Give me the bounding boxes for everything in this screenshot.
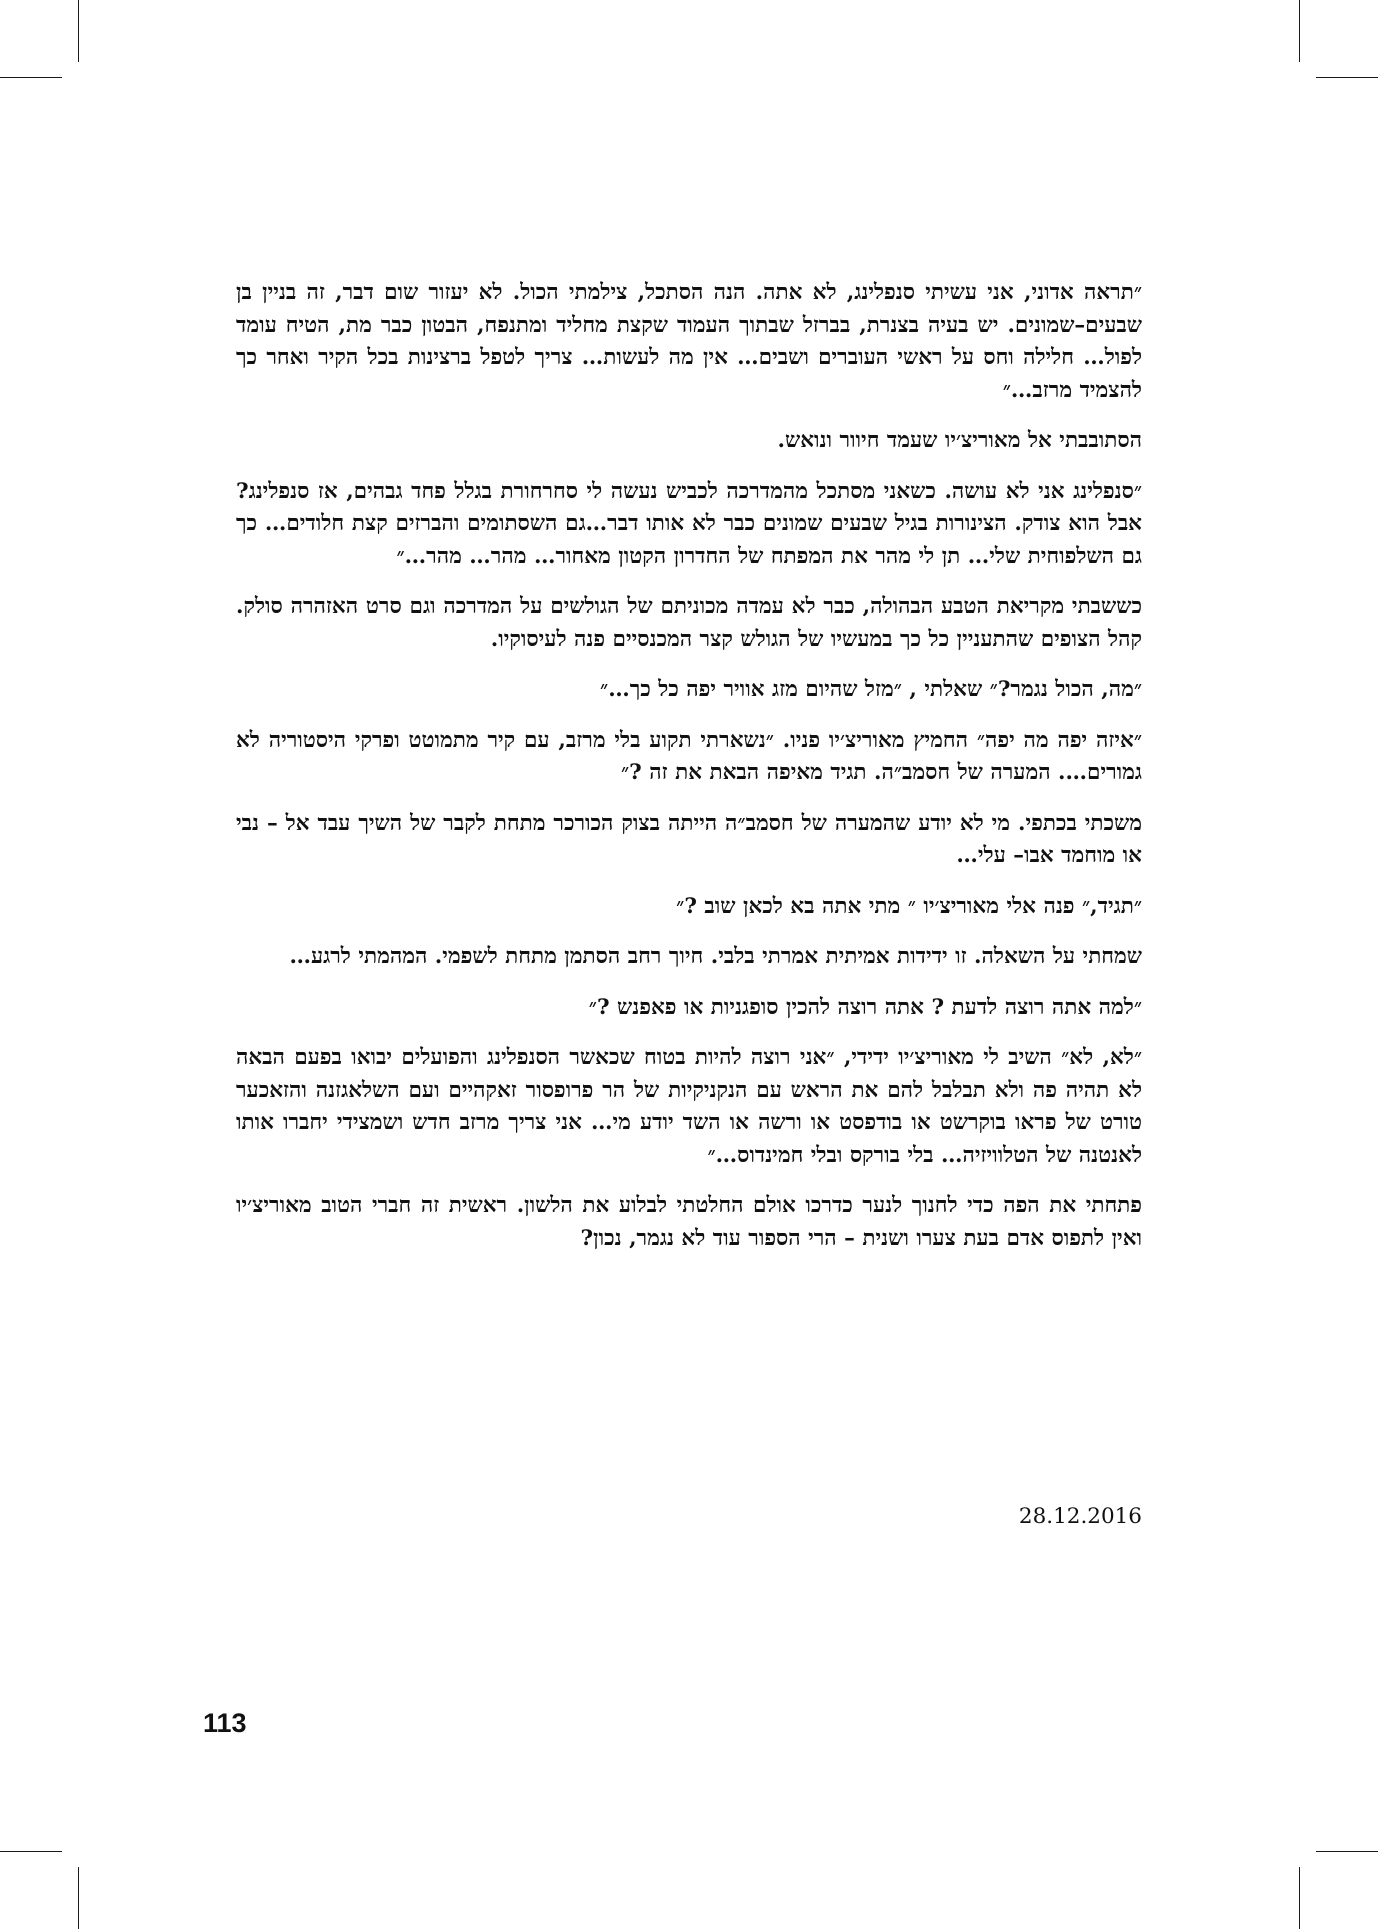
paragraph: פתחתי את הפה כדי לחנוך לנער כדרכו אולם החלטתי לבלוע את הלשון. ראשית זה חברי הטוב מאוריצ׳יו ואין לתפוס אדם בעת צערו ושנית – הרי הספור עוד לא נגמר, נכון?	[236, 1193, 1142, 1251]
paragraph: ״תראה אדוני, אני עשיתי סנפלינג, לא אתה. הנה הסתכל, צילמתי הכול. לא יעזור שום דבר, זה בניין בן שבעים–שמונים. יש בעיה בצנרת, בברזל שבתוך העמוד שקצת מחליד ומתנפח, הבטון כבר מת, הטיח עומד לפול… חלילה וחס על ראשי העוברים ושבים… אין מה לעשות… צריך לטפל ברצינות בכל הקיר ואחר כך להצמיד מרזב…״	[236, 280, 1142, 403]
crop-mark-top-right-vertical	[1299, 0, 1300, 62]
paragraph: כששבתי מקריאת הטבע הבהולה, כבר לא עמדה מכוניתם של הגולשים על המדרכה וגם סרט האזהרה סולק. קהל הצופים שהתעניין כל כך במעשיו של הגולש קצר המכנסיים פנה לעיסוקיו.	[236, 594, 1142, 652]
crop-mark-bottom-right-vertical	[1299, 1867, 1300, 1929]
crop-mark-top-left-horizontal	[0, 77, 62, 78]
crop-mark-bottom-left-horizontal	[0, 1851, 62, 1852]
paragraph: ״למה אתה רוצה לדעת ? אתה רוצה להכין סופגניות או פאפנש ?״	[588, 994, 1142, 1020]
paragraph: שמחתי על השאלה. זו ידידות אמיתית אמרתי בלבי. חיוך רחב הסתמן מתחת לשפמי. המהמתי לרגע…	[289, 944, 1142, 969]
body-text	[236, 277, 1142, 1273]
date-line	[236, 1501, 1142, 1533]
crop-mark-top-left-vertical	[78, 0, 79, 62]
date: 28.12.2016	[1018, 1504, 1142, 1529]
crop-mark-bottom-left-vertical	[78, 1867, 79, 1929]
paragraph: ״מה, הכול נגמר?״ שאלתי , ״מזל שהיום מזג אוויר יפה כל כך…״	[600, 677, 1142, 702]
crop-mark-bottom-right-horizontal	[1316, 1851, 1378, 1852]
paragraph: ״איזה יפה מה יפה״ החמיץ מאוריצ׳יו פניו. ״נשארתי תקוע בלי מרזב, עם קיר מתמוטט ופרקי היסטוריה לא גמורים…. המערה של חסמב״ה. תגיד מאיפה הבאת את זה ?״	[236, 727, 1142, 785]
page-number: 113	[203, 1708, 247, 1738]
paragraph: משכתי בכתפי. מי לא יודע שהמערה של חסמב״ה הייתה בצוק הכורכר מתחת לקבר של השיך עבד אל – נבי או מוחמד אבו– עלי…	[236, 810, 1142, 868]
paragraph: ״לא, לא״ השיב לי מאוריצ׳יו ידידי, ״אני רוצה להיות בטוח שכאשר הסנפלינג והפועלים יבואו בפעם הבאה לא תהיה פה ולא תבלבל להם את הראש עם הנקניקיות של הר פרופסור זאקהיים ועם השלאגזנה והזאכער טורט של פראו בוקרשט או בודפסט או ורשה או השד יודע מי… אני צריך מרזב חדש ושמצידי יחברו אותו לאנטנה של הטלוויזיה… בלי בורקס ובלי חמינדוס…״	[236, 1045, 1142, 1168]
crop-mark-top-right-horizontal	[1316, 77, 1378, 78]
paragraph: הסתובבתי אל מאוריצ׳יו שעמד חיוור ונואש.	[777, 428, 1142, 453]
paragraph: ״סנפלינג אני לא עושה. כשאני מסתכל מהמדרכה לכביש נעשה לי סחרחורת בגלל פחד גבהים, אז סנפלינג? אבל הוא צודק. הצינורות בגיל שבעים שמונים כבר לא אותו דבר…גם השסתומים והברזים קצת חלודים… כך גם השלפוחית שלי… תן לי מהר את המפתח של החדרון הקטון מאחור… מהר… מהר…״	[236, 478, 1142, 569]
paragraph: ״תגיד,״ פנה אלי מאוריצ׳יו ״ מתי אתה בא לכאן שוב ?״	[676, 893, 1142, 919]
